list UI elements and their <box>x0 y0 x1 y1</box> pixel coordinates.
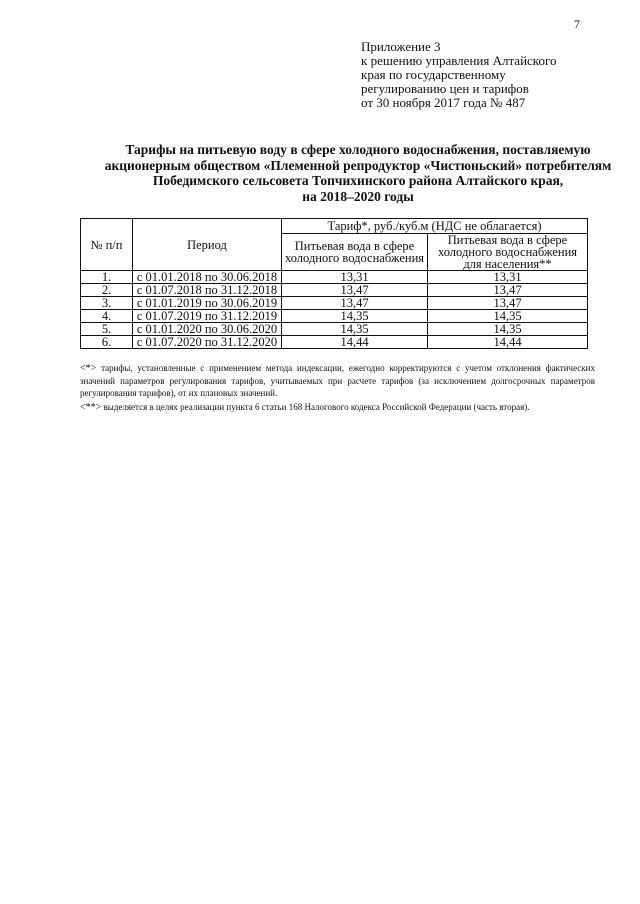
header-water-cold-supply: Питьевая вода в сфере холодного водоснабжения <box>282 234 428 271</box>
table-row <box>81 310 588 323</box>
cell-tariff-b: 14,35 <box>428 323 588 336</box>
cell-period: с 01.01.2020 по 30.06.2020 <box>133 323 282 336</box>
cell-tariff-a: 13,47 <box>282 297 428 310</box>
cell-tariff-b: 14,35 <box>428 310 588 323</box>
cell-tariff-b: 13,47 <box>428 297 588 310</box>
cell-tariff-b: 13,31 <box>428 271 588 284</box>
footnote-1-mark: <*> <box>80 363 97 374</box>
cell-num: 4. <box>81 310 133 323</box>
cell-num: 6. <box>81 336 133 349</box>
footnotes <box>80 362 595 414</box>
cell-num: 2. <box>81 284 133 297</box>
footnote-1 <box>80 362 595 399</box>
header-num: № п/п <box>81 219 133 271</box>
cell-tariff-a: 14,35 <box>282 310 428 323</box>
cell-tariff-a: 14,44 <box>282 336 428 349</box>
cell-period: с 01.07.2018 по 31.12.2018 <box>133 284 282 297</box>
cell-period: с 01.07.2019 по 31.12.2019 <box>133 310 282 323</box>
cell-num: 5. <box>81 323 133 336</box>
cell-period: с 01.01.2019 по 30.06.2019 <box>133 297 282 310</box>
cell-tariff-a: 14,35 <box>282 323 428 336</box>
table-row <box>81 271 588 284</box>
annex-line: Приложение 3 <box>361 39 441 54</box>
tariffs-table <box>80 218 588 349</box>
footnote-1-text: тарифы, установленные с применением метода индексации, ежегодно корректируются с учетом отклонения фактических значений параметров регулирования тарифов, учитываемых при расчете тарифов (за исключением долгосрочных параметров регулирования тарифов), от их плановых значений. <box>80 363 595 398</box>
cell-period: с 01.01.2018 по 30.06.2018 <box>133 271 282 284</box>
footnote-2-mark: <**> <box>80 402 102 413</box>
footnote-2 <box>80 401 595 414</box>
footnote-2-text: выделяется в целях реализации пункта 6 статьи 168 Налогового кодекса Российской Федерации (часть вторая). <box>103 402 530 412</box>
cell-tariff-a: 13,31 <box>282 271 428 284</box>
table-row <box>81 284 588 297</box>
cell-period: с 01.07.2020 по 31.12.2020 <box>133 336 282 349</box>
document-title <box>72 142 640 204</box>
cell-tariff-a: 13,47 <box>282 284 428 297</box>
cell-num: 1. <box>81 271 133 284</box>
annex-line: регулированию цен и тарифов <box>361 81 529 96</box>
title-line: на 2018–2020 годы <box>302 188 414 204</box>
annex-line: от 30 ноября 2017 года № 487 <box>361 95 526 110</box>
header-period: Период <box>133 219 282 271</box>
title-line: Тарифы на питьевую воду в сфере холодного водоснабжения, поставляемую <box>125 142 591 157</box>
title-line: акционерным обществом «Племенной репродуктор «Чистюньский» потребителям <box>104 157 612 173</box>
table-row <box>81 336 588 349</box>
header-tariff: Тариф*, руб./куб.м (НДС не облагается) <box>282 219 588 234</box>
annex-line: края по государственному <box>361 67 506 82</box>
table-row <box>81 323 588 336</box>
cell-num: 3. <box>81 297 133 310</box>
cell-tariff-b: 13,47 <box>428 284 588 297</box>
cell-tariff-b: 14,44 <box>428 336 588 349</box>
title-line: Победимского сельсовета Топчихинского района Алтайского края, <box>152 173 564 188</box>
annex-block <box>361 40 556 110</box>
annex-line: к решению управления Алтайского <box>361 53 557 68</box>
header-water-population: Питьевая вода в сфере холодного водоснабжения для населения** <box>428 234 588 271</box>
table-row <box>81 297 588 310</box>
page-number: 7 <box>574 17 580 31</box>
